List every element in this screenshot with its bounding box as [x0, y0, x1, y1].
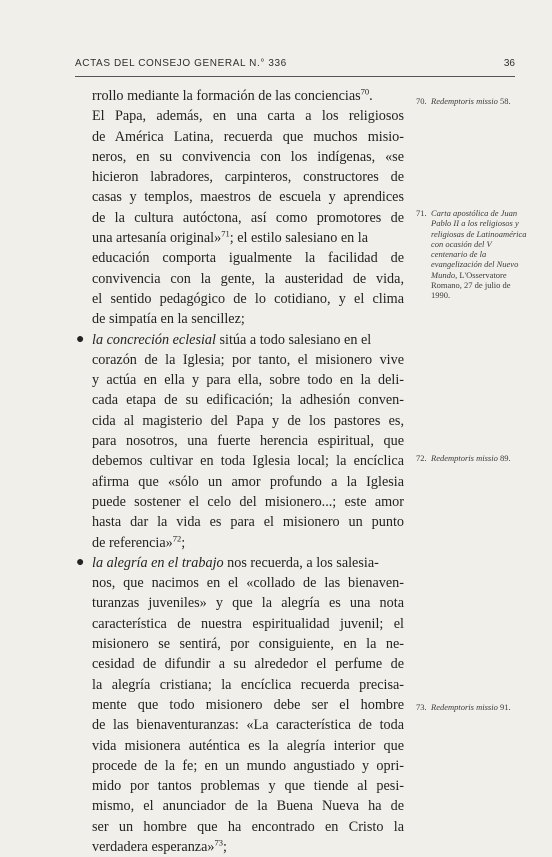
text-line: cesidad de difundir a su alrededor el perfume de — [92, 656, 404, 673]
text-line: hasta dar la vida es para el misionero un punto — [92, 514, 404, 531]
text-line: mido por tantos problemas y que tiende al pesi- — [92, 778, 404, 795]
text-line: turanzas juveniles» y que la alegría es una nota — [92, 595, 404, 612]
text-line: mente que todo misionero debe ser el hombre — [92, 696, 404, 713]
text-line: cida al magisterio del Papa y de los pastores es, — [92, 412, 404, 429]
text-line: afirma que «sólo un amor profundo a la Iglesia — [92, 473, 404, 490]
bullet-item-alegria: ● la alegría en el trabajo nos recuerda, a los salesia- — [92, 553, 404, 573]
text-line: mismo, el anunciador de la Buena Nueva ha de — [92, 798, 404, 815]
text-line: de América Latina, recuerda que muchos misio- — [92, 128, 404, 145]
text-line: cada etapa de su edificación; la adhesión conven- — [92, 392, 404, 409]
text-line: ser un hombre que ha encontrado en Cristo la — [92, 818, 404, 835]
page-number: 36 — [503, 58, 515, 69]
text-line: vida misionera auténtica es la alegría interior que — [92, 737, 404, 754]
text-line: de referencia»$^{72}$; — [92, 532, 186, 551]
text-line: de la cultura autóctona, así como promotores de — [92, 209, 404, 226]
text-line: procede de la fe; en un mundo angustiado y opri- — [92, 757, 404, 774]
text-line: puede sostener el celo del misionero...; este amor — [92, 493, 404, 510]
margin-note-72: 72. Redemptoris missio 89. — [416, 453, 511, 463]
running-head: ACTAS DEL CONSEJO GENERAL N.° 336 — [75, 58, 287, 69]
margin-note-70: 70. Redemptoris missio 58. — [416, 96, 511, 106]
text-line: educación comporta igualmente la facilidad de — [92, 250, 404, 267]
text-line: neros, en su convivencia con los indígenas, «se — [92, 148, 404, 165]
text-line: hicieron labradores, carpinteros, constructores de — [92, 169, 404, 186]
text-line: corazón de la Iglesia; por tanto, el misionero vive — [92, 351, 404, 368]
text-line: debemos cultivar en toda Iglesia local; la encíclica — [92, 453, 404, 470]
text-line: verdadera esperanza»$^{73}$; — [92, 837, 227, 855]
text-line: misionero se sentirá, por consiguiente, en la ne- — [92, 636, 404, 653]
header-rule — [75, 76, 515, 77]
page-header — [75, 58, 515, 74]
text-line: el sentido pedagógico de lo cotidiano, y el clima — [92, 290, 404, 307]
text-line: casas y templos, maestros de escuela y aprendices — [92, 189, 404, 206]
text-line: convivencia con la gente, la austeridad de vida, — [92, 270, 404, 287]
text-line: nos, que nacimos en el «collado de las bienaven- — [92, 575, 404, 592]
text-line: de las bienaventuranzas: «La característica de toda — [92, 717, 404, 734]
text-line: El Papa, además, en una carta a los religiosos — [92, 108, 404, 125]
body-text — [76, 86, 404, 857]
text-line: característica de nuestra espiritualidad juvenil; el — [92, 615, 404, 632]
text-line: la alegría cristiana; la encíclica recuerda precisa- — [92, 676, 404, 693]
text-line: y actúa en ella y para ella, sobre todo en la deli- — [92, 372, 404, 389]
text-line: rrollo mediante la formación de las conciencias$^{70}$. — [92, 86, 373, 104]
text-line: de simpatía en la sencillez; — [92, 311, 245, 328]
bullet-item-concrecion: ● la concreción eclesial sitúa a todo salesiano en el — [92, 330, 404, 350]
margin-note-73: 73. Redemptoris missio 91. — [416, 702, 511, 712]
text-line: una artesanía original»$^{71}$; el estilo salesiano en la — [92, 228, 369, 247]
bullet-icon: ● — [76, 331, 85, 347]
margin-note-71: 71. Carta apostólica de Juan Pablo II a los religiosos y religiosas de Latinoamérica con ocasión del V centenario de la evangelización del Nuevo Mundo, L'Osservatore Romano, 27 de julio de 1990. — [416, 208, 527, 301]
text-line: para nosotros, una fuerte herencia espiritual, que — [92, 433, 404, 450]
bullet-icon: ● — [76, 554, 85, 570]
